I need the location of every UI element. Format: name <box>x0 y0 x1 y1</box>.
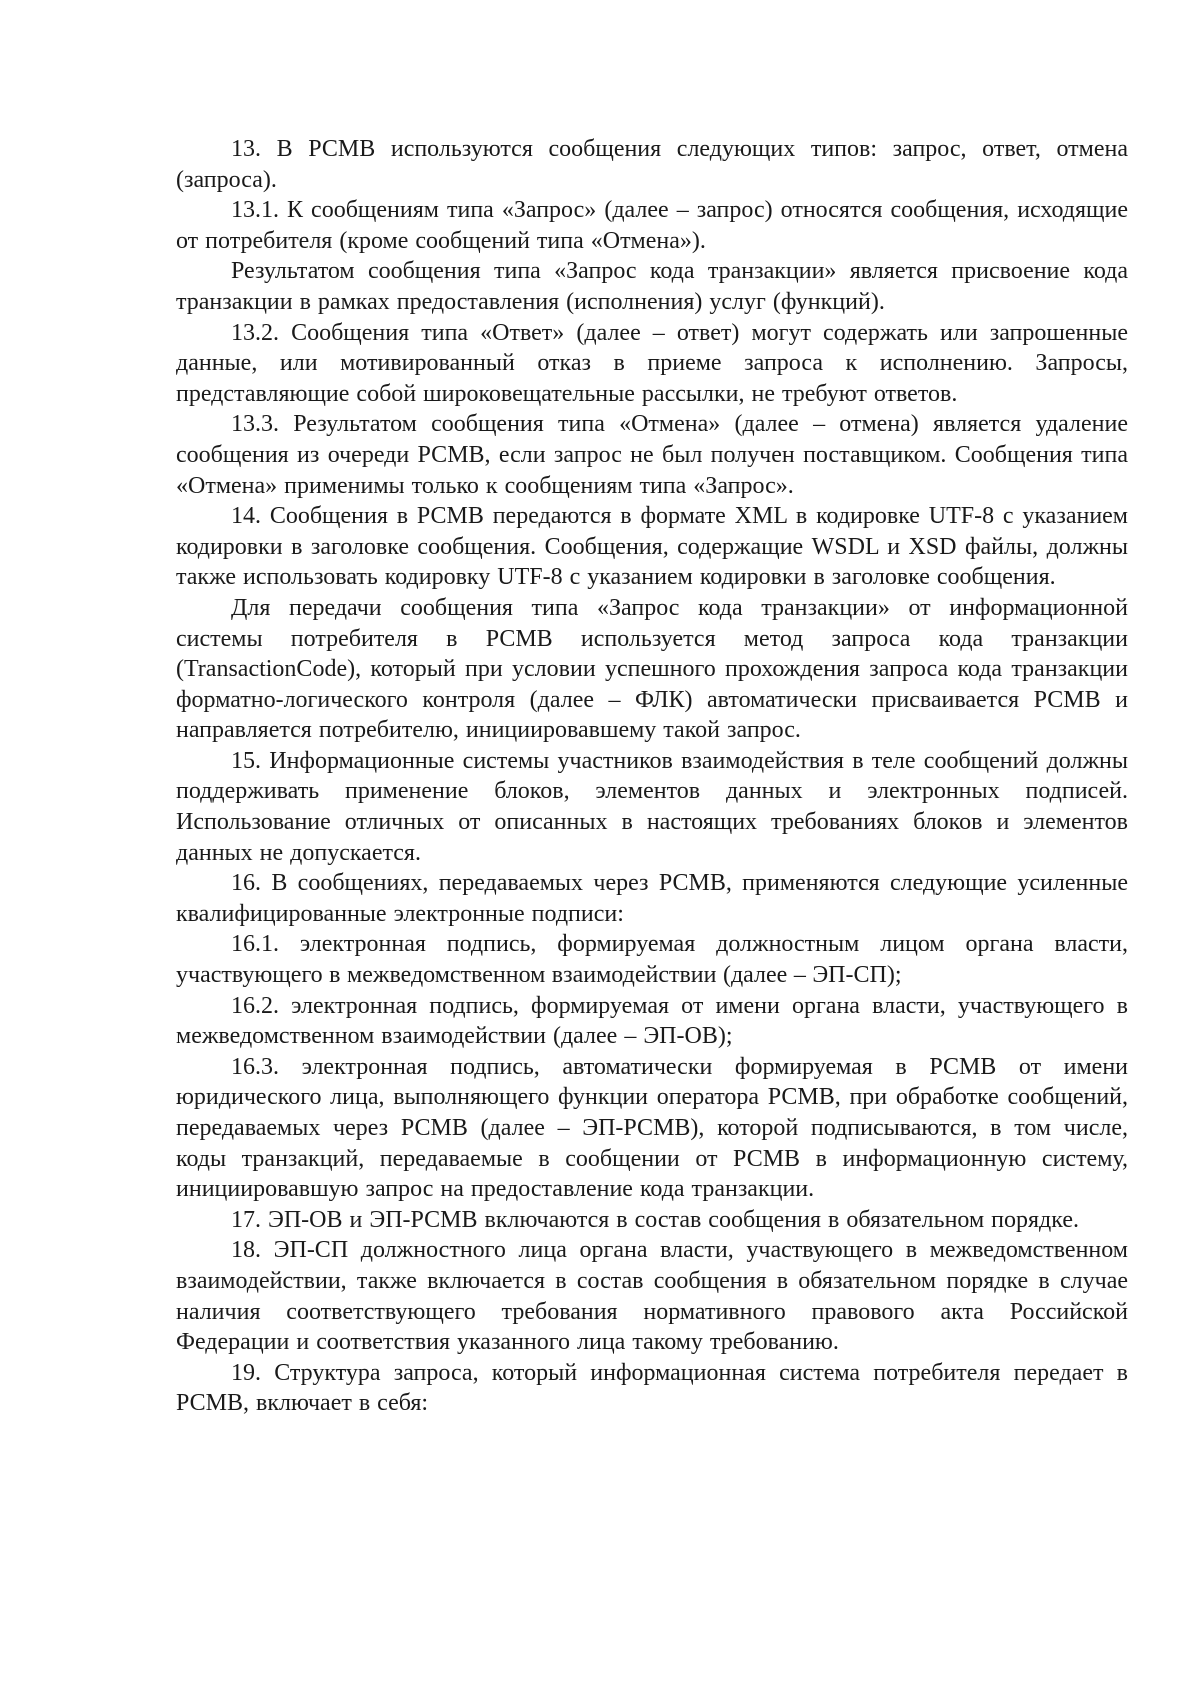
paragraph-13-3: 13.3. Результатом сообщения типа «Отмена» (далее – отмена) является удаление сообщения из очереди РСМВ, если запрос не был получен поставщиком. Сообщения типа «Отмена» применимы только к сообщениям типа «Запрос». <box>176 411 1128 499</box>
paragraph-16-3: 16.3. электронная подпись, автоматически формируемая в РСМВ от имени юридического лица, выполняющего функции оператора РСМВ, при обработке сообщений, передаваемых через РСМВ (далее – ЭП-РСМВ), которой подписываются, в том числе, коды транзакций, передаваемые в сообщении от РСМВ в информационную систему, инициировавшую запрос на предоставление кода транзакции. <box>176 1053 1128 1203</box>
paragraph-16-2: 16.2. электронная подпись, формируемая от имени органа власти, участвующего в межведомственном взаимодействии (далее – ЭП-ОВ); <box>176 992 1128 1050</box>
paragraph-13-2: 13.2. Сообщения типа «Ответ» (далее – ответ) могут содержать или запрошенные данные, или мотивированный отказ в приеме запроса к исполнению. Запросы, представляющие собой широковещательные рассылки, не требуют ответов. <box>176 319 1128 407</box>
paragraph-13: 13. В РСМВ используются сообщения следующих типов: запрос, ответ, отмена (запроса). <box>176 136 1128 193</box>
paragraph-17: 17. ЭП-ОВ и ЭП-РСМВ включаются в состав сообщения в обязательном порядке. <box>231 1206 1079 1233</box>
paragraph-16: 16. В сообщениях, передаваемых через РСМВ, применяются следующие усиленные квалифицированные электронные подписи: <box>176 870 1128 927</box>
paragraph-14-transaction: Для передачи сообщения типа «Запрос кода транзакции» от информационной системы потребителя в РСМВ используется метод запроса кода транзакции (TransactionCode), который при условии успешного прохождения запроса кода транзакции форматно-логического контроля (далее – ФЛК) автоматически присваивается РСМВ и направляется потребителю, инициировавшему такой запрос. <box>176 594 1128 744</box>
paragraph-18: 18. ЭП-СП должностного лица органа власти, участвующего в межведомственном взаимодействии, также включается в состав сообщения в обязательном порядке в случае наличия соответствующего требования нормативного правового акта Российской Федерации и соответствия указанного лица такому требованию. <box>176 1237 1128 1356</box>
paragraph-13-1-result: Результатом сообщения типа «Запрос кода транзакции» является присвоение кода транзакции в рамках предоставления (исполнения) услуг (функций). <box>176 258 1128 315</box>
paragraph-13-1: 13.1. К сообщениям типа «Запрос» (далее – запрос) относятся сообщения, исходящие от потребителя (кроме сообщений типа «Отмена»). <box>176 197 1128 254</box>
paragraph-15: 15. Информационные системы участников взаимодействия в теле сообщений должны поддерживать применение блоков, элементов данных и электронных подписей. Использование отличных от описанных в настоящих требованиях блоков и элементов данных не допускается. <box>176 747 1128 866</box>
paragraph-19: 19. Структура запроса, который информационная система потребителя передает в РСМВ, включает в себя: <box>176 1359 1128 1417</box>
paragraph-14: 14. Сообщения в РСМВ передаются в формате XML в кодировке UTF-8 с указанием кодировки в заголовке сообщения. Сообщения, содержащие WSDL и XSD файлы, должны также использовать кодировку UTF-8 с указанием кодировки в заголовке сообщения. <box>176 503 1128 591</box>
paragraph-16-1: 16.1. электронная подпись, формируемая должностным лицом органа власти, участвующего в межведомственном взаимодействии (далее – ЭП-СП); <box>176 931 1128 989</box>
document-body <box>176 134 1128 1419</box>
